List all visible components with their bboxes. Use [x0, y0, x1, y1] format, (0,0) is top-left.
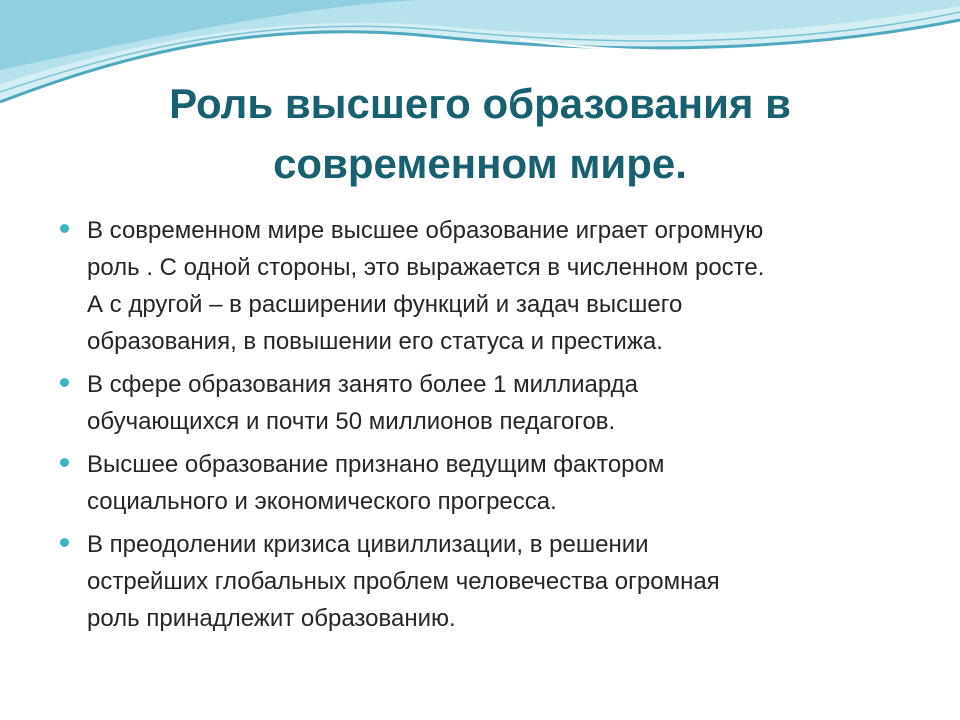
bullet-text-line: социального и экономического прогресса.	[87, 488, 557, 515]
bullet-icon	[60, 538, 69, 547]
bullet-icon	[60, 224, 69, 233]
bullet-item	[60, 446, 910, 520]
bullet-text-line: Высшее образование признано ведущим фактором	[87, 451, 665, 478]
bullet-text-line: обучающихся и почти 50 миллионов педагогов.	[87, 408, 616, 435]
bullet-text-line: А с другой – в расширении функций и задач высшего	[87, 291, 683, 318]
bullet-text-line: В преодолении кризиса цивиллизации, в решении	[87, 531, 649, 558]
title-line: современном мире.	[273, 140, 687, 187]
bullet-icon	[60, 378, 69, 387]
bullet-text-line: В современном мире высшее образование играет огромную	[87, 217, 764, 244]
slide-title	[120, 74, 840, 194]
bullet-text-line: острейших глобальных проблем человечества огромная	[87, 568, 720, 595]
bullet-item	[60, 212, 910, 360]
bullet-item	[60, 366, 910, 440]
bullet-item	[60, 526, 910, 637]
bullet-text-line: образования, в повышении его статуса и престижа.	[87, 328, 663, 355]
bullet-text-line: роль принадлежит образованию.	[87, 605, 456, 632]
bullet-icon	[60, 458, 69, 467]
bullet-text-line: В сфере образования занято более 1 миллиарда	[87, 371, 638, 398]
title-line: Роль высшего образования в	[169, 80, 791, 127]
bullet-list	[60, 212, 910, 643]
bullet-text-line: роль . С одной стороны, это выражается в численном росте.	[87, 254, 765, 281]
